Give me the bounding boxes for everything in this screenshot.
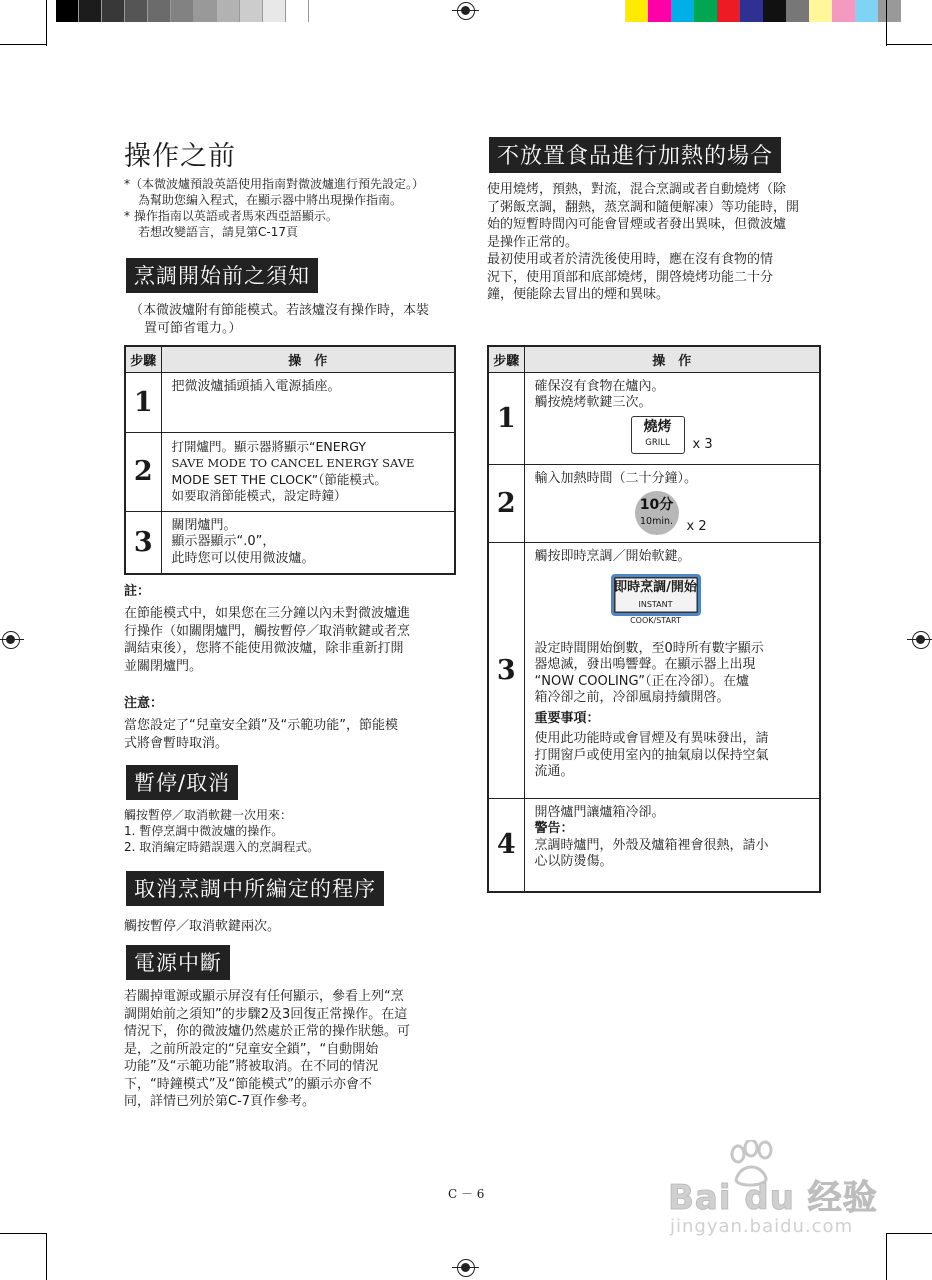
table-row: [488, 798, 820, 892]
step-line: 如要取消節能模式，設定時鐘）: [171, 488, 347, 503]
note-line: *（本微波爐預設英語使用指南對微波爐進行預先設定。）: [124, 177, 425, 191]
color-swatch: [694, 0, 717, 22]
header-operation: 操 作: [524, 346, 820, 372]
step-text: [524, 464, 820, 542]
crop-mark: [886, 0, 887, 46]
step-line: 烹調時爐門，外殼及爐箱裡會很熱，請小: [534, 837, 769, 853]
step-line: 打開窗戶或使用室內的抽氣扇以保持空氣: [534, 747, 769, 763]
note-line: 調結束後），您將不能使用微波爐，除非重新打開: [124, 641, 404, 656]
table-row: [488, 464, 820, 542]
steps-table-left: [124, 345, 456, 575]
crop-mark: [886, 1233, 932, 1234]
step-line: 確保沒有食物在爐內。: [534, 378, 665, 394]
color-swatch: [79, 0, 102, 22]
crop-mark: [886, 44, 932, 45]
color-swatch: [740, 0, 763, 22]
text-line: 鐘，便能除去冒出的煙和異味。: [487, 287, 670, 302]
step-line: 心以防燙傷。: [534, 854, 613, 869]
step-line: 關閉爐門。: [171, 517, 237, 533]
text-line: 了粥飯烹調，翻熱，蒸烹調和隨便解凍）等功能時，開: [487, 199, 800, 215]
note-label: 註：: [124, 584, 151, 599]
watermark-brand: Bai du 经验: [668, 1178, 878, 1218]
page-title: 操作之前: [124, 141, 236, 172]
color-swatch: [832, 0, 855, 22]
registration-mark-top: [457, 2, 475, 20]
text-line: 情況下，你的微波爐仍然處於正常的操作狀態。可: [124, 1024, 411, 1039]
color-bar: [625, 0, 901, 22]
color-swatch: [263, 0, 286, 22]
section-banner-no-food-heating: 不放置食品進行加熱的場合: [489, 137, 781, 173]
color-swatch: [786, 0, 809, 22]
color-swatch: [717, 0, 740, 22]
cancel-program-text: 觸按暫停／取消軟鍵兩次。: [124, 919, 281, 934]
step-text: [161, 511, 455, 574]
no-food-intro: [487, 181, 827, 304]
color-swatch: [648, 0, 671, 22]
header-step: 步驟: [125, 346, 161, 372]
intro-notes: [124, 176, 469, 240]
color-swatch: [671, 0, 694, 22]
color-swatch: [286, 0, 309, 22]
step-text: [524, 372, 820, 464]
step-number: 2: [488, 464, 524, 542]
steps-table-right: [487, 345, 821, 893]
table-row: [488, 372, 820, 464]
note-line: 行操作（如關閉爐門，觸按暫停／取消軟鍵或者烹: [124, 623, 411, 639]
section-banner-power-outage: 電源中斷: [126, 945, 230, 980]
note-line: 在節能模式中，如果您在三分鐘以內未對微波爐進: [124, 606, 411, 621]
color-swatch: [625, 0, 648, 22]
crop-mark: [0, 44, 46, 45]
color-swatch: [56, 0, 79, 22]
key-label: 燒烤: [643, 418, 672, 435]
step-line: 流通。: [534, 764, 574, 779]
text-line: 2. 取消編定時錯誤選入的烹調程式。: [124, 840, 320, 854]
note-line: 為幫助您編入程式，在顯示器中將出現操作指南。: [138, 193, 403, 207]
text-line: 是，之前所設定的“兒童安全鎖”，“自動開始: [124, 1041, 379, 1057]
color-swatch: [763, 0, 786, 22]
key-label: 10分: [639, 497, 674, 513]
note-line: 若想改變語言，請見第C-17頁: [138, 225, 298, 239]
step-number: 1: [488, 372, 524, 464]
crop-mark: [886, 1233, 887, 1280]
step-number: 4: [488, 798, 524, 892]
text-line: 最初使用或者於清洗後使用時，應在沒有食物的情: [487, 252, 774, 267]
step-line: 開啓爐門讓爐箱冷卻。: [534, 804, 665, 820]
instant-cook-start-key[interactable]: [611, 574, 701, 625]
section-banner-before-cooking: 烹調開始前之須知: [126, 258, 318, 293]
registration-mark-left: [2, 631, 20, 649]
section-banner-pause-cancel: 暫停/取消: [126, 765, 238, 800]
color-swatch: [171, 0, 194, 22]
key-sublabel: GRILL: [645, 438, 670, 448]
step-text: [524, 542, 820, 798]
intro-line: 置可節省電力。）: [144, 320, 242, 336]
step-number: 1: [125, 372, 161, 432]
text-line: 是操作正常的。: [487, 234, 579, 250]
step-number: 2: [125, 432, 161, 511]
registration-mark-bottom: [457, 1259, 475, 1277]
note-line: * 操作指南以英語或者馬來西亞語顯示。: [124, 209, 338, 223]
step-line: 觸按燒烤軟鍵三次。: [534, 395, 652, 410]
color-swatch: [240, 0, 263, 22]
grill-key[interactable]: [631, 416, 685, 454]
step-line: 器熄滅，發出鳴響聲。在顯示器上出現: [534, 657, 756, 672]
step-line: 使用此功能時或會冒煙及有異味發出，請: [534, 731, 769, 746]
key-label: 即時烹調/開始: [614, 580, 697, 595]
step-line: “NOW COOLING”（正在冷卻）。在爐: [534, 673, 750, 689]
step-line: 此時您可以使用微波爐。: [171, 550, 315, 566]
color-swatch: [194, 0, 217, 22]
section-intro: [130, 302, 465, 337]
step-text: [524, 798, 820, 892]
text-line: 同，詳情已列於第C-7頁作參考。: [124, 1094, 316, 1109]
color-swatch: [148, 0, 171, 22]
step-number: 3: [125, 511, 161, 574]
key-sublabel: INSTANT COOK/START: [630, 599, 681, 625]
table-row: [488, 542, 820, 798]
crop-mark: [46, 0, 47, 46]
pause-cancel-text: [124, 807, 464, 855]
caution-line: 式將會暫時取消。: [124, 735, 229, 751]
note-line: 並關閉爐門。: [124, 658, 203, 674]
header-step: 步驟: [488, 346, 524, 372]
step-line: 打開爐門。顯示器將顯示“ENERGY: [171, 438, 367, 454]
grayscale-bar: [56, 0, 309, 22]
press-count: x 3: [692, 437, 713, 452]
step-line: SAVE MODE TO CANCEL ENERGY SAVE: [171, 456, 415, 470]
text-line: 若關掉電源或顯示屏沒有任何顯示，參看上列“烹: [124, 989, 404, 1004]
text-line: 1. 暫停烹調中微波爐的操作。: [124, 824, 284, 838]
note-text: [124, 605, 464, 675]
important-label: 重要事項：: [534, 710, 600, 726]
step-line: 觸按即時烹調／開始軟鍵。: [534, 548, 691, 564]
intro-line: （本微波爐附有節能模式。若該爐沒有操作時，本裝: [130, 303, 430, 318]
header-operation: 操 作: [161, 346, 455, 372]
registration-mark-right: [912, 631, 930, 649]
caution-line: 當您設定了“兒童安全鎖”及“示範功能”，節能模: [124, 718, 398, 733]
text-line: 調開始前之須知”的步驟2及3回復正常操作。在這: [124, 1006, 408, 1022]
power-outage-text: [124, 988, 464, 1111]
ten-minute-key[interactable]: [635, 491, 679, 535]
step-line: MODE SET THE CLOCK”（節能模式。: [171, 471, 387, 487]
color-swatch: [217, 0, 240, 22]
color-swatch: [125, 0, 148, 22]
section-banner-cancel-program: 取消烹調中所編定的程序: [126, 871, 384, 906]
text-line: 觸按暫停／取消軟鍵一次用來：: [124, 808, 293, 822]
table-row: [125, 511, 455, 574]
color-swatch: [102, 0, 125, 22]
warning-label: 警告：: [534, 821, 574, 836]
crop-mark: [46, 1233, 47, 1280]
crop-mark: [0, 1233, 46, 1234]
baidu-watermark: [668, 1140, 878, 1240]
color-swatch: [855, 0, 878, 22]
step-line: 箱冷卻之前，冷卻風扇持續開啓。: [534, 690, 730, 705]
text-line: 下，“時鐘模式”及“節能模式”的顯示亦會不: [124, 1076, 372, 1092]
color-swatch: [809, 0, 832, 22]
color-swatch: [878, 0, 901, 22]
step-line: 設定時間開始倒數，至0時所有數字顯示: [534, 640, 764, 656]
step-text: [161, 432, 455, 511]
text-line: 使用燒烤，預熱，對流，混合烹調或者自動燒烤（除: [487, 182, 787, 197]
text-line: 始的短暫時間內可能會冒煙或者發出異味，但微波爐: [487, 217, 787, 232]
step-number: 3: [488, 542, 524, 798]
step-text: [161, 372, 455, 432]
text-line: 況下，使用頂部和底部燒烤，開啓燒烤功能二十分: [487, 269, 774, 285]
step-line: 顯示器顯示“.0”，: [171, 534, 276, 549]
table-row: [125, 372, 455, 432]
page-number: C － 6: [448, 1187, 485, 1201]
step-line: 輸入加熱時間（二十分鐘）。: [534, 470, 698, 486]
table-row: [125, 432, 455, 511]
caution-text: [124, 717, 464, 752]
text-line: 功能”及“示範功能”將被取消。在不同的情況: [124, 1059, 379, 1074]
press-count: x 2: [686, 518, 707, 534]
key-sublabel: 10min.: [639, 515, 674, 527]
watermark-url: jingyan.baidu.com: [670, 1216, 854, 1237]
step-line: 把微波爐插頭插入電源插座。: [171, 378, 341, 394]
caution-label: 注意：: [124, 696, 164, 711]
